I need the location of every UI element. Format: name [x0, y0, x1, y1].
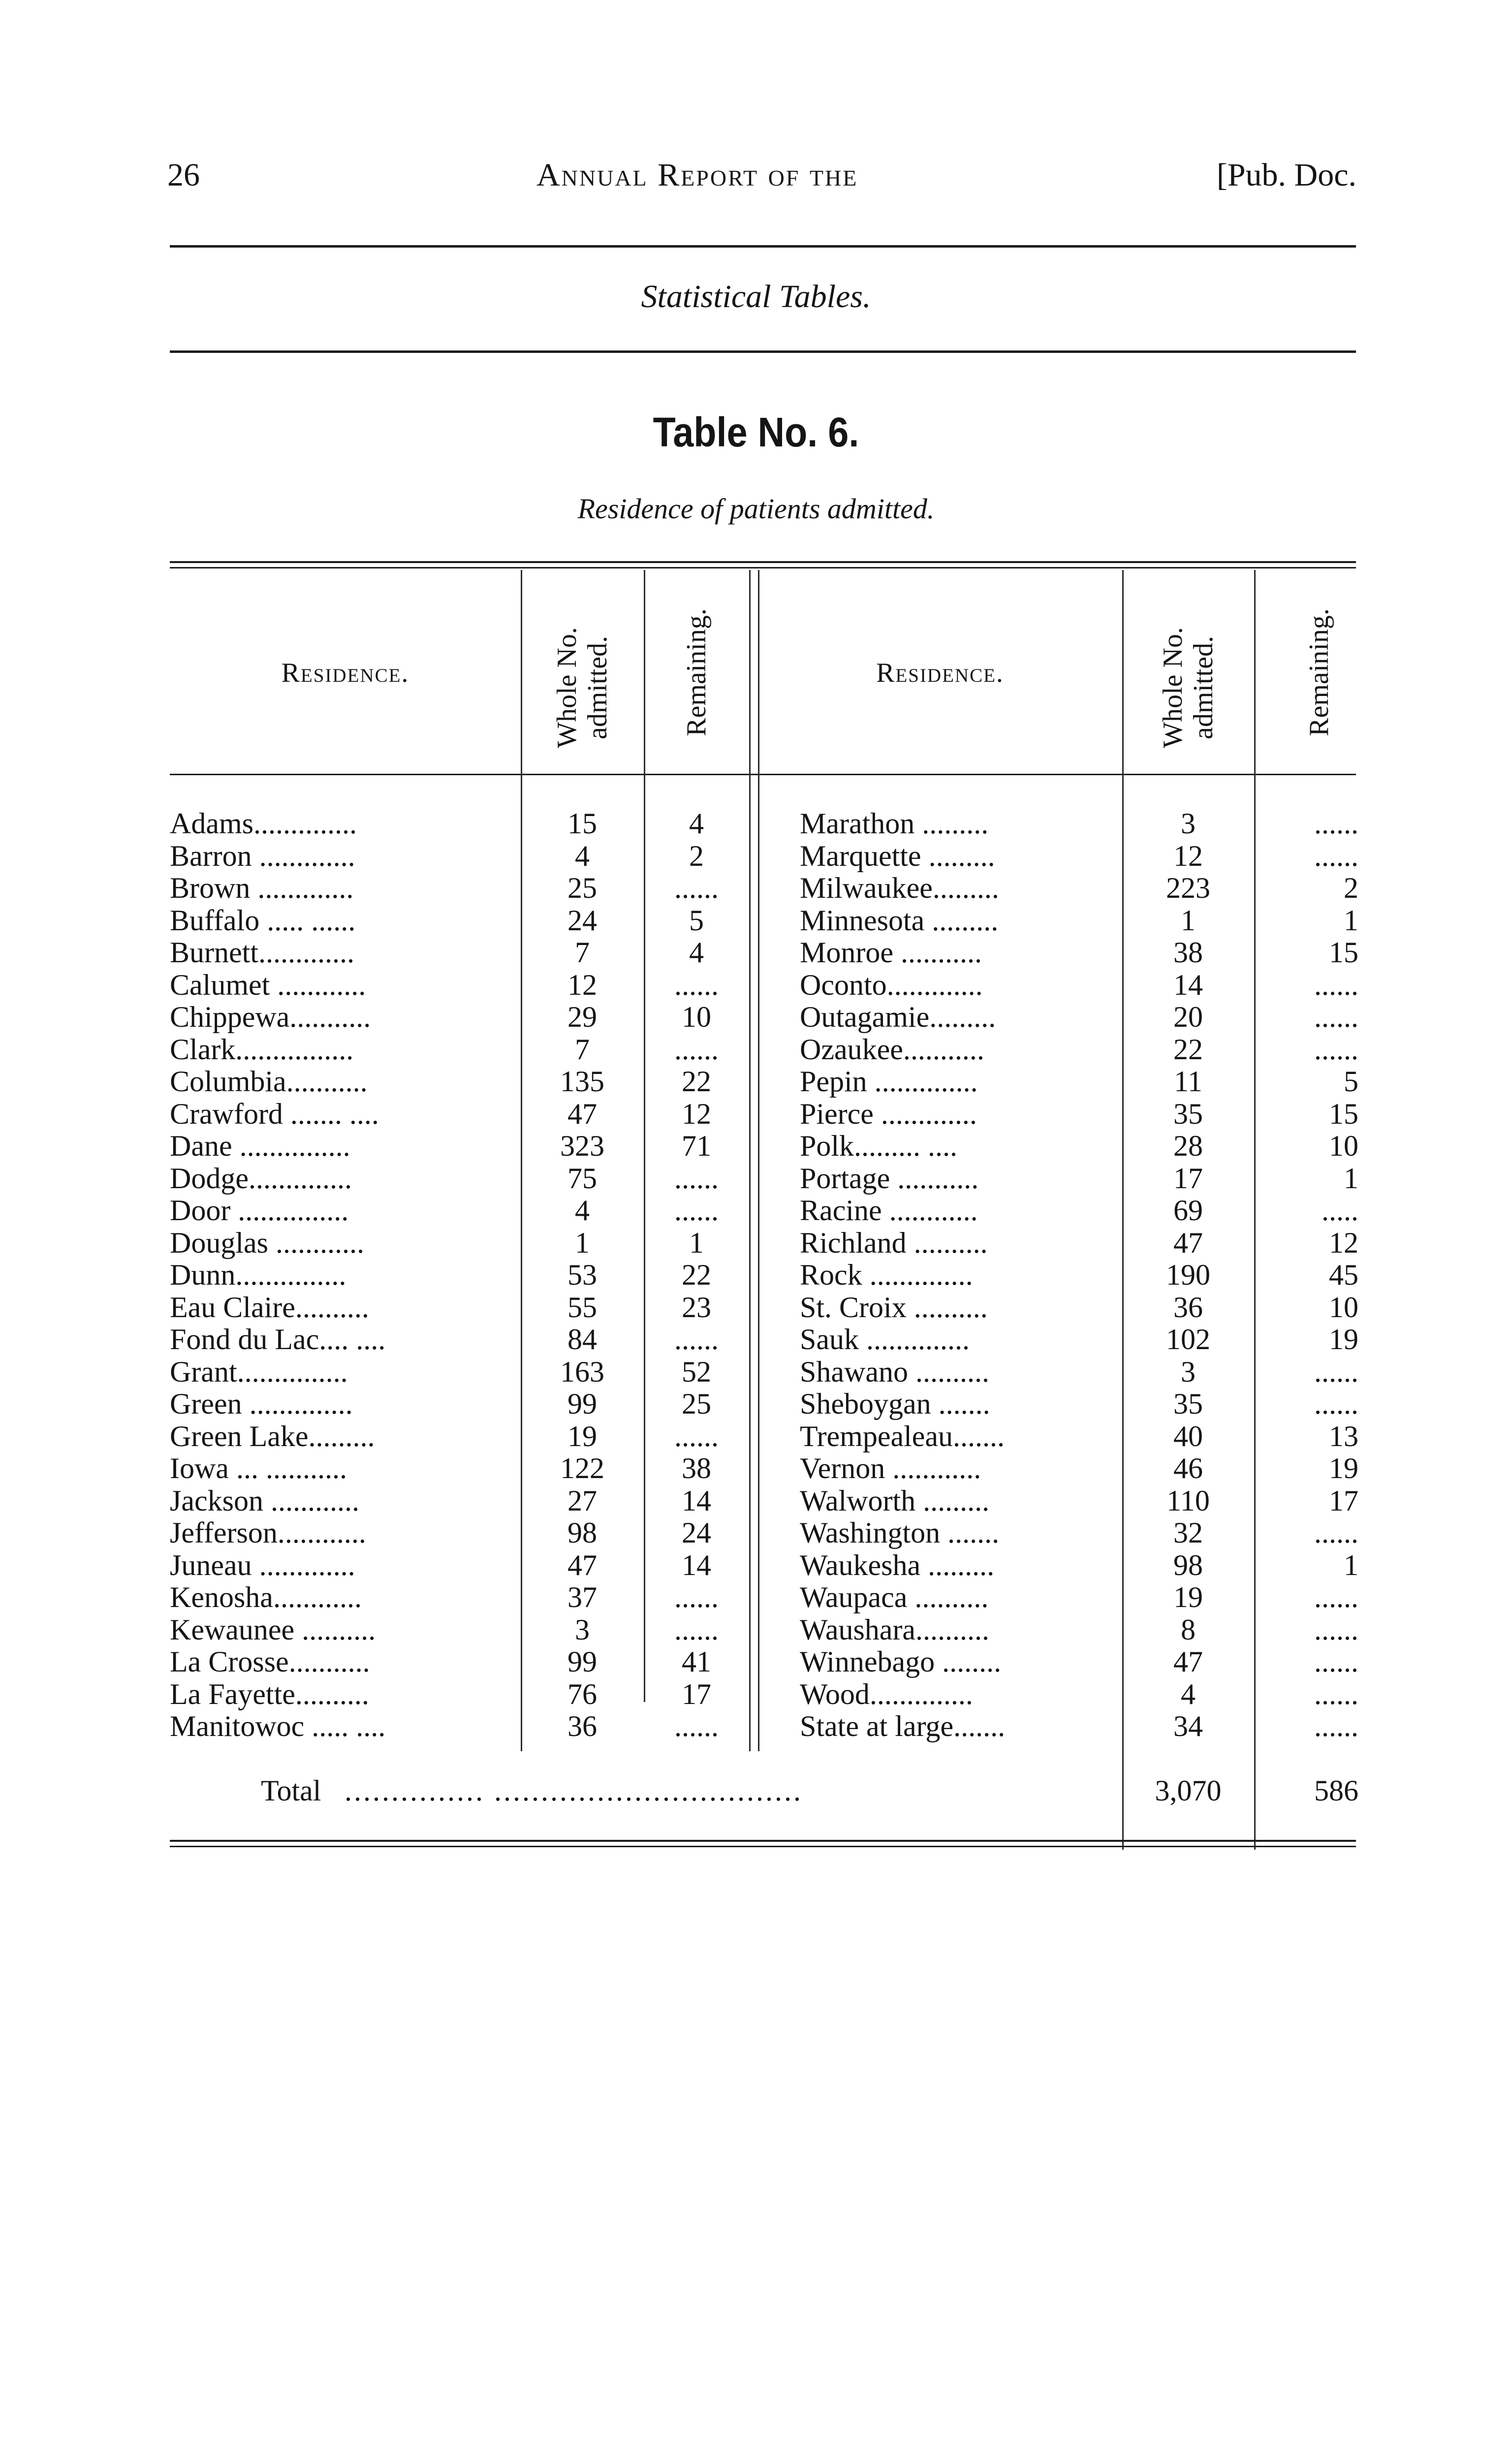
- admitted-cell: 19: [1173, 1581, 1203, 1613]
- table-row: [0, 872, 1512, 904]
- admitted-cell: 3: [1181, 1355, 1196, 1388]
- remaining-cell: 5: [689, 904, 704, 937]
- table-top-rule: [170, 561, 1356, 563]
- residence-cell: Green ..............: [170, 1388, 353, 1420]
- table-row: [0, 936, 1512, 969]
- remaining-cell: ......: [1314, 968, 1358, 1001]
- residence-cell: Door ...............: [170, 1194, 349, 1227]
- residence-cell: Grant...............: [170, 1355, 348, 1388]
- header-rule: [170, 245, 1356, 248]
- residence-cell: Juneau .............: [170, 1548, 355, 1581]
- table-row: [0, 1388, 1512, 1420]
- residence-cell: Rock ..............: [800, 1259, 973, 1291]
- residence-cell: Crawford ....... ....: [170, 1097, 379, 1130]
- table-row: [0, 1098, 1512, 1130]
- residence-cell: St. Croix ..........: [800, 1291, 988, 1324]
- residence-cell: Wood..............: [800, 1677, 973, 1710]
- residence-cell: Marathon .........: [800, 807, 989, 840]
- remaining-cell: 71: [682, 1130, 711, 1162]
- residence-cell: Jackson ............: [170, 1484, 359, 1517]
- table-row: [0, 969, 1512, 1001]
- remaining-cell: 17: [682, 1677, 711, 1710]
- remaining-cell: 25: [682, 1388, 711, 1420]
- residence-cell: Monroe ...........: [800, 936, 982, 969]
- remaining-cell: ......: [1314, 1355, 1358, 1388]
- remaining-cell: 5: [1344, 1065, 1358, 1098]
- admitted-cell: 36: [567, 1710, 597, 1742]
- table-row: [0, 1162, 1512, 1195]
- remaining-cell: 1: [1344, 1548, 1358, 1581]
- residence-cell: Waukesha .........: [800, 1548, 995, 1581]
- residence-cell: Brown .............: [170, 872, 354, 904]
- residence-cell: Richland ..........: [800, 1226, 988, 1259]
- admitted-cell: 3: [1181, 807, 1196, 840]
- admitted-cell: 27: [567, 1484, 597, 1517]
- table-number: Table No. 6.: [653, 409, 859, 455]
- residence-cell: Portage ...........: [800, 1162, 979, 1195]
- admitted-cell: 12: [567, 968, 597, 1001]
- admitted-cell: 47: [1173, 1226, 1203, 1259]
- section-rule: [170, 350, 1356, 353]
- remaining-cell: ......: [674, 1194, 719, 1227]
- table-row: [0, 1130, 1512, 1162]
- remaining-cell: 15: [1329, 936, 1358, 969]
- admitted-cell: 8: [1181, 1613, 1196, 1646]
- table-row: [0, 1516, 1512, 1549]
- residence-cell: Outagamie.........: [800, 1001, 996, 1033]
- admitted-cell: 4: [575, 1194, 590, 1227]
- remaining-cell: 23: [682, 1291, 711, 1324]
- table-bottom-rule: [170, 1840, 1356, 1842]
- remaining-cell: ......: [674, 1033, 719, 1066]
- residence-cell: Sheboygan .......: [800, 1388, 990, 1420]
- table-row: [0, 1194, 1512, 1227]
- admitted-cell: 99: [567, 1388, 597, 1420]
- remaining-cell: ......: [1314, 1677, 1358, 1710]
- remaining-cell: 14: [682, 1484, 711, 1517]
- total-row: [0, 1774, 1512, 1807]
- remaining-cell: 22: [682, 1259, 711, 1291]
- remaining-cell: 17: [1329, 1484, 1358, 1517]
- residence-cell: Waushara..........: [800, 1613, 990, 1646]
- admitted-cell: 20: [1173, 1001, 1203, 1033]
- residence-cell: Minnesota .........: [800, 904, 999, 937]
- residence-cell: Dodge..............: [170, 1162, 352, 1195]
- residence-cell: Walworth .........: [800, 1484, 990, 1517]
- residence-cell: Iowa ... ...........: [170, 1452, 347, 1484]
- admitted-cell: 24: [567, 904, 597, 937]
- residence-cell: Ozaukee...........: [800, 1033, 984, 1066]
- remaining-cell: ......: [674, 1323, 719, 1356]
- remaining-cell: ......: [674, 1613, 719, 1646]
- remaining-cell: ......: [674, 872, 719, 904]
- admitted-cell: 190: [1166, 1259, 1210, 1291]
- total-label: Total: [261, 1774, 321, 1807]
- admitted-cell: 98: [567, 1516, 597, 1549]
- table-row: [0, 1484, 1512, 1517]
- residence-cell: La Fayette..........: [170, 1677, 369, 1710]
- remaining-cell: 15: [1329, 1097, 1358, 1130]
- remaining-cell: ......: [1314, 1613, 1358, 1646]
- remaining-cell: 22: [682, 1065, 711, 1098]
- table-row: [0, 1033, 1512, 1066]
- admitted-cell: 35: [1173, 1097, 1203, 1130]
- remaining-cell: 1: [1344, 1162, 1358, 1195]
- admitted-cell: 7: [575, 936, 590, 969]
- admitted-cell: 47: [567, 1548, 597, 1581]
- admitted-cell: 47: [567, 1097, 597, 1130]
- admitted-cell: 17: [1173, 1162, 1203, 1195]
- col-header-whole-right: Whole No. admitted.: [1158, 627, 1219, 748]
- remaining-cell: ......: [1314, 1710, 1358, 1742]
- residence-cell: Washington .......: [800, 1516, 1000, 1549]
- residence-cell: La Crosse...........: [170, 1645, 370, 1678]
- remaining-cell: 2: [1344, 872, 1358, 904]
- col-header-remaining-right: Remaining.: [1304, 608, 1334, 736]
- remaining-cell: 19: [1329, 1323, 1358, 1356]
- remaining-cell: ......: [1314, 1581, 1358, 1613]
- table-row: [0, 1001, 1512, 1033]
- residence-cell: Polk......... ....: [800, 1130, 958, 1162]
- residence-cell: Pierce .............: [800, 1097, 977, 1130]
- remaining-cell: ......: [674, 1420, 719, 1452]
- residence-cell: Adams..............: [170, 807, 357, 840]
- remaining-cell: 12: [1329, 1226, 1358, 1259]
- remaining-cell: ......: [1314, 1001, 1358, 1033]
- remaining-cell: 10: [682, 1001, 711, 1033]
- residence-cell: Fond du Lac.... ....: [170, 1323, 386, 1356]
- admitted-cell: 14: [1173, 968, 1203, 1001]
- admitted-cell: 69: [1173, 1194, 1203, 1227]
- col-header-whole-left: Whole No. admitted.: [552, 627, 613, 748]
- table-row: [0, 1356, 1512, 1388]
- residence-cell: Vernon ............: [800, 1452, 981, 1484]
- remaining-cell: ......: [1314, 1388, 1358, 1420]
- admitted-cell: 36: [1173, 1291, 1203, 1324]
- remaining-cell: 38: [682, 1452, 711, 1484]
- admitted-cell: 110: [1166, 1484, 1210, 1517]
- residence-cell: Buffalo ..... ......: [170, 904, 356, 937]
- admitted-cell: 1: [575, 1226, 590, 1259]
- remaining-cell: 13: [1329, 1420, 1358, 1452]
- remaining-cell: 2: [689, 839, 704, 872]
- admitted-cell: 15: [567, 807, 597, 840]
- remaining-cell: ......: [674, 968, 719, 1001]
- table-row: [0, 1065, 1512, 1098]
- residence-cell: Manitowoc ..... ....: [170, 1710, 386, 1742]
- admitted-cell: 75: [567, 1162, 597, 1195]
- table-row: [0, 1259, 1512, 1291]
- remaining-cell: 10: [1329, 1291, 1358, 1324]
- admitted-cell: 1: [1181, 904, 1196, 937]
- admitted-cell: 29: [567, 1001, 597, 1033]
- col-header-remaining-left: Remaining.: [681, 608, 712, 736]
- remaining-cell: ......: [1314, 1645, 1358, 1678]
- table-row: [0, 1645, 1512, 1678]
- remaining-cell: 14: [682, 1548, 711, 1581]
- total-remaining: 586: [1314, 1774, 1358, 1807]
- remaining-cell: 41: [682, 1645, 711, 1678]
- residence-cell: Douglas ............: [170, 1226, 364, 1259]
- table-row: [0, 1323, 1512, 1356]
- page-number: 26: [167, 157, 200, 193]
- remaining-cell: ......: [1314, 807, 1358, 840]
- admitted-cell: 3: [575, 1613, 590, 1646]
- table-row: [0, 904, 1512, 937]
- remaining-cell: 4: [689, 807, 704, 840]
- residence-cell: Green Lake.........: [170, 1420, 375, 1452]
- admitted-cell: 98: [1173, 1548, 1203, 1581]
- residence-cell: State at large.......: [800, 1710, 1006, 1742]
- document-tag: [Pub. Doc.: [1216, 157, 1356, 193]
- remaining-cell: 19: [1329, 1452, 1358, 1484]
- remaining-cell: ......: [674, 1581, 719, 1613]
- admitted-cell: 323: [560, 1130, 604, 1162]
- residence-cell: Oconto.............: [800, 968, 983, 1001]
- running-title: Annual Report of the: [536, 157, 858, 193]
- admitted-cell: 28: [1173, 1130, 1203, 1162]
- admitted-cell: 223: [1166, 872, 1210, 904]
- residence-cell: Burnett.............: [170, 936, 354, 969]
- remaining-cell: 45: [1329, 1259, 1358, 1291]
- residence-cell: Eau Claire..........: [170, 1291, 369, 1324]
- table-row: [0, 807, 1512, 840]
- table-row: [0, 1420, 1512, 1452]
- admitted-cell: 37: [567, 1581, 597, 1613]
- remaining-cell: ......: [1314, 1033, 1358, 1066]
- residence-cell: Trempealeau.......: [800, 1420, 1005, 1452]
- remaining-cell: ......: [674, 1162, 719, 1195]
- admitted-cell: 7: [575, 1033, 590, 1066]
- admitted-cell: 55: [567, 1291, 597, 1324]
- section-title: Statistical Tables.: [641, 279, 871, 315]
- residence-cell: Waupaca ..........: [800, 1581, 989, 1613]
- total-leader: ............... .................................: [345, 1774, 803, 1807]
- residence-cell: Kewaunee ..........: [170, 1613, 376, 1646]
- remaining-cell: ......: [674, 1710, 719, 1742]
- remaining-cell: ......: [1314, 1516, 1358, 1549]
- table-top-rule-inner: [170, 567, 1356, 568]
- admitted-cell: 11: [1174, 1065, 1202, 1098]
- admitted-cell: 32: [1173, 1516, 1203, 1549]
- table-row: [0, 1613, 1512, 1646]
- table-row: [0, 1452, 1512, 1484]
- table-row: [0, 1549, 1512, 1581]
- remaining-cell: 1: [1344, 904, 1358, 937]
- admitted-cell: 22: [1173, 1033, 1203, 1066]
- remaining-cell: 1: [689, 1226, 704, 1259]
- admitted-cell: 84: [567, 1323, 597, 1356]
- table-row: [0, 1678, 1512, 1710]
- table-row: [0, 840, 1512, 872]
- remaining-cell: .....: [1322, 1194, 1358, 1227]
- residence-cell: Kenosha............: [170, 1581, 362, 1613]
- admitted-cell: 76: [567, 1677, 597, 1710]
- remaining-cell: 24: [682, 1516, 711, 1549]
- residence-cell: Calumet ............: [170, 968, 366, 1001]
- residence-cell: Racine ............: [800, 1194, 978, 1227]
- residence-cell: Dunn...............: [170, 1259, 346, 1291]
- table-row: [0, 1227, 1512, 1259]
- table-subtitle: Residence of patients admitted.: [577, 493, 935, 525]
- admitted-cell: 19: [567, 1420, 597, 1452]
- residence-cell: Jefferson............: [170, 1516, 366, 1549]
- admitted-cell: 102: [1166, 1323, 1210, 1356]
- residence-cell: Barron .............: [170, 839, 355, 872]
- admitted-cell: 38: [1173, 936, 1203, 969]
- admitted-cell: 34: [1173, 1710, 1203, 1742]
- remaining-cell: 4: [689, 936, 704, 969]
- admitted-cell: 25: [567, 872, 597, 904]
- admitted-cell: 135: [560, 1065, 604, 1098]
- residence-cell: Shawano ..........: [800, 1355, 989, 1388]
- remaining-cell: ......: [1314, 839, 1358, 872]
- admitted-cell: 4: [1181, 1677, 1196, 1710]
- admitted-cell: 99: [567, 1645, 597, 1678]
- residence-cell: Chippewa...........: [170, 1001, 371, 1033]
- residence-cell: Sauk ..............: [800, 1323, 970, 1356]
- admitted-cell: 53: [567, 1259, 597, 1291]
- residence-cell: Marquette .........: [800, 839, 995, 872]
- remaining-cell: 52: [682, 1355, 711, 1388]
- residence-cell: Pepin ..............: [800, 1065, 978, 1098]
- admitted-cell: 47: [1173, 1645, 1203, 1678]
- table-row: [0, 1710, 1512, 1742]
- remaining-cell: 10: [1329, 1130, 1358, 1162]
- total-admitted: 3,070: [1155, 1774, 1222, 1807]
- admitted-cell: 46: [1173, 1452, 1203, 1484]
- admitted-cell: 35: [1173, 1388, 1203, 1420]
- table-bottom-rule-inner: [170, 1846, 1356, 1847]
- residence-cell: Dane ...............: [170, 1130, 350, 1162]
- admitted-cell: 12: [1173, 839, 1203, 872]
- table-row: [0, 1291, 1512, 1324]
- residence-cell: Milwaukee.........: [800, 872, 999, 904]
- residence-cell: Winnebago ........: [800, 1645, 1002, 1678]
- col-header-residence-right: Residence.: [876, 658, 1004, 688]
- admitted-cell: 4: [575, 839, 590, 872]
- col-header-residence-left: Residence.: [281, 658, 410, 688]
- residence-cell: Clark................: [170, 1033, 354, 1066]
- remaining-cell: 12: [682, 1097, 711, 1130]
- table-row: [0, 1581, 1512, 1613]
- admitted-cell: 122: [560, 1452, 604, 1484]
- admitted-cell: 40: [1173, 1420, 1203, 1452]
- admitted-cell: 163: [560, 1355, 604, 1388]
- residence-cell: Columbia...........: [170, 1065, 368, 1098]
